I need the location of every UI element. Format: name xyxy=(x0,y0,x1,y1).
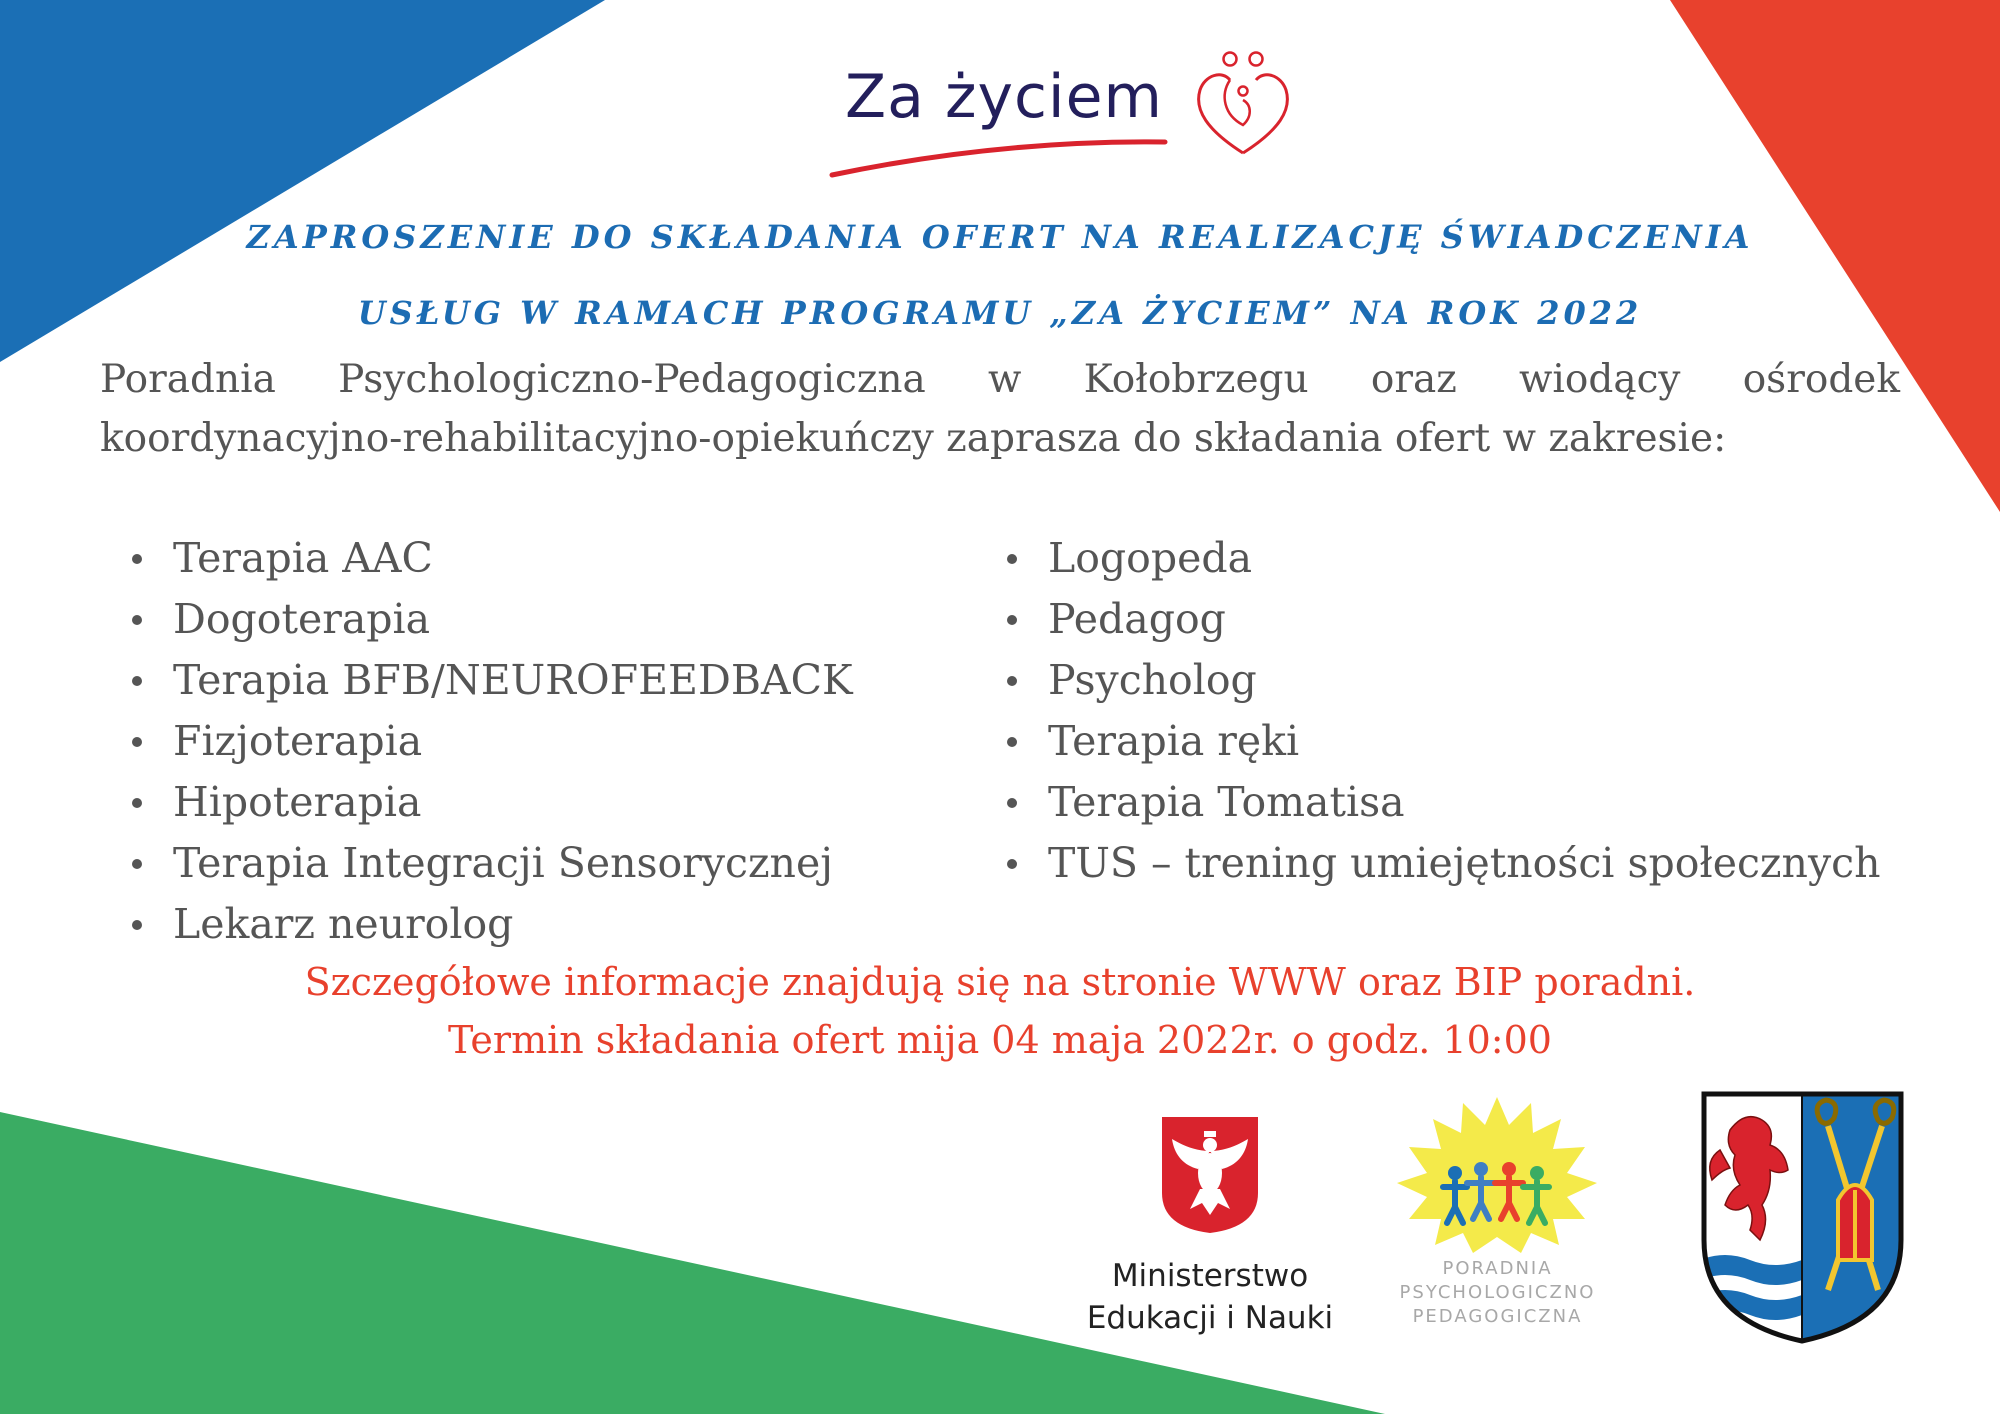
list-item: TUS – trening umiejętności społecznych xyxy=(1005,833,1880,894)
ministry-name-line-1: Ministerstwo xyxy=(1111,1258,1309,1294)
heading-line-1: ZAPROSZENIE DO SKŁADANIA OFERT NA REALIZACJĘ ŚWIADCZENIA xyxy=(246,218,1754,256)
logo-swoosh xyxy=(832,142,1165,175)
list-item: Hipoterapia xyxy=(130,772,853,833)
poradnia-name-line-2: PSYCHOLOGICZNO xyxy=(1399,1282,1596,1303)
poradnia-logo xyxy=(1375,1095,1620,1345)
list-item: Dogoterapia xyxy=(130,589,853,650)
sun-children-icon xyxy=(1375,1095,1620,1255)
za-zyciem-logo xyxy=(820,40,1300,190)
services-list-left xyxy=(130,528,853,955)
polish-eagle-icon xyxy=(1160,1115,1260,1235)
list-item: Terapia Tomatisa xyxy=(1005,772,1880,833)
heart-family-icon xyxy=(1199,53,1288,154)
coat-of-arms-icon xyxy=(1700,1090,1905,1345)
poradnia-name-line-1: PORADNIA xyxy=(1442,1258,1553,1279)
heading-line-2: USŁUG W RAMACH PROGRAMU „ZA ŻYCIEM” NA ROK 2022 xyxy=(357,294,1643,332)
ministry-logo xyxy=(1070,1115,1350,1345)
list-item: Terapia ręki xyxy=(1005,711,1880,772)
list-item: Lekarz neurolog xyxy=(130,894,853,955)
info-notice: Szczegółowe informacje znajdują się na stronie WWW oraz BIP poradni. xyxy=(304,960,1696,1004)
intro-paragraph: Poradnia Psychologiczno-Pedagogiczna w Kołobrzegu oraz wiodący ośrodek koordynacyjno-rehabilitacyjno-opiekuńczy zaprasza do składania ofert w zakresie: xyxy=(100,357,1900,461)
list-item: Logopeda xyxy=(1005,528,1880,589)
logo-text: Za życiem xyxy=(845,62,1163,132)
list-item: Terapia Integracji Sensorycznej xyxy=(130,833,853,894)
deadline-notice: Termin składania ofert mija 04 maja 2022r. o godz. 10:00 xyxy=(448,1018,1552,1062)
list-item: Fizjoterapia xyxy=(130,711,853,772)
list-item: Psycholog xyxy=(1005,650,1880,711)
services-list-right xyxy=(1005,528,1880,894)
ministry-name-line-2: Edukacji i Nauki xyxy=(1086,1300,1334,1336)
list-item: Terapia BFB/NEUROFEEDBACK xyxy=(130,650,853,711)
list-item: Terapia AAC xyxy=(130,528,853,589)
list-item: Pedagog xyxy=(1005,589,1880,650)
poradnia-name-line-3: PEDAGOGICZNA xyxy=(1412,1306,1583,1327)
